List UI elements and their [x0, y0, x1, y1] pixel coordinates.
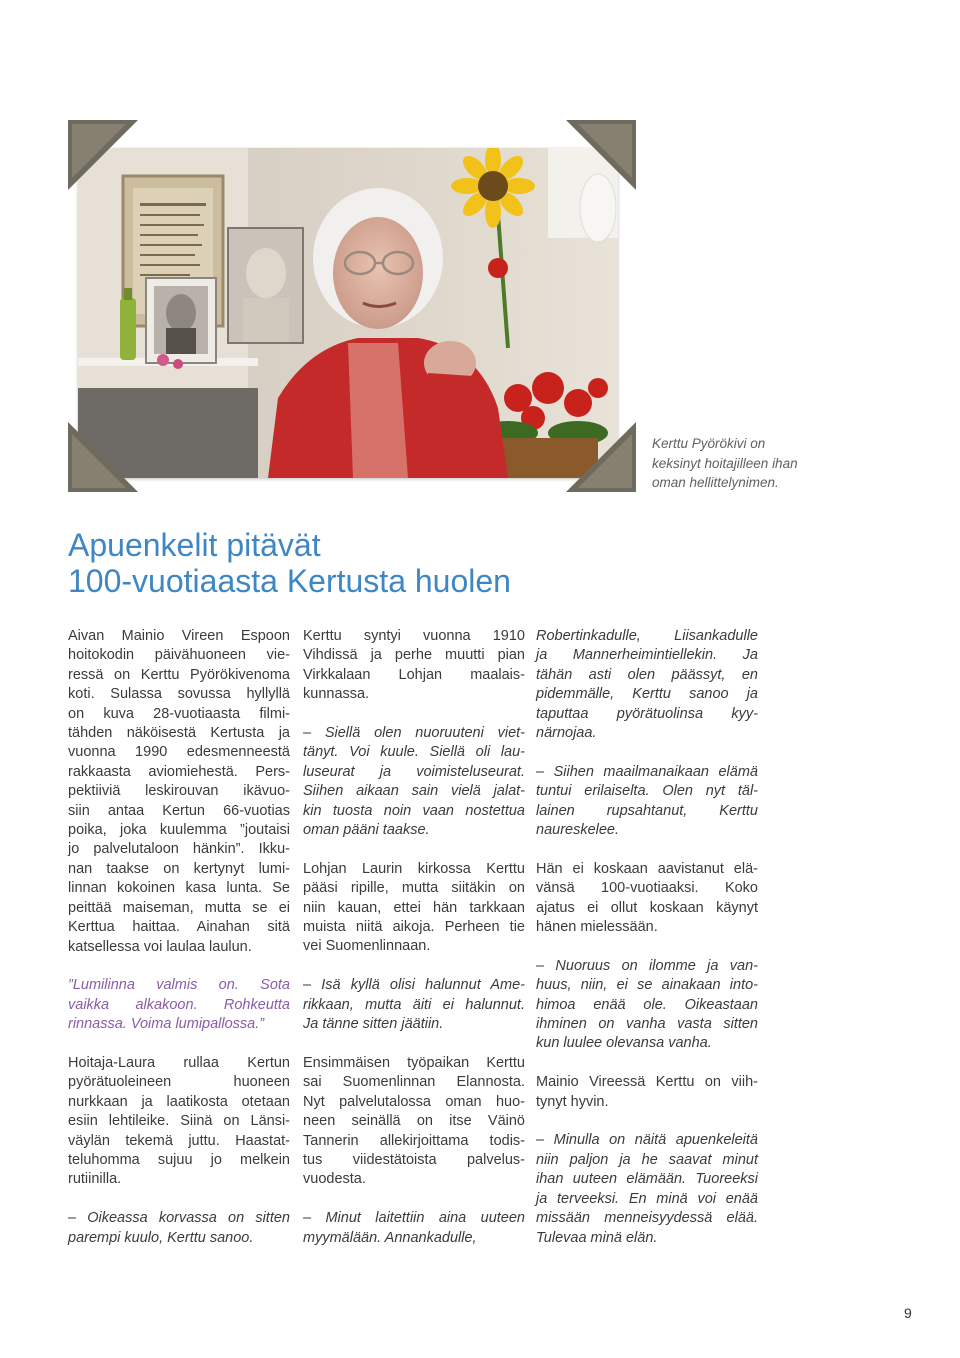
- text-line: koti. Sulassa sovussa hyllyllä: [68, 686, 290, 703]
- text-line: on kuva 28-vuotiaasta filmi-: [68, 705, 290, 722]
- paragraph: [303, 860, 525, 957]
- text-line: tynyt hyvin.: [536, 1093, 609, 1110]
- text-line: peittää maiseman, mutta se ei: [68, 899, 290, 916]
- text-line: neen seinällä on itse Väinö: [303, 1113, 525, 1130]
- photo-caption: [652, 434, 832, 493]
- quote-paragraph: [303, 1209, 525, 1248]
- text-line: oman pääni taakse.: [303, 822, 430, 839]
- text-line: rutiinilla.: [68, 1171, 122, 1188]
- photo-elderly-woman-sunflower-icon: [78, 148, 618, 478]
- text-line: väylän tekemä juttu. Haastat-: [68, 1132, 290, 1149]
- text-line: – Siellä olen nuoruuteni viet-: [303, 725, 525, 742]
- text-line: ”Lumilinna valmis on. Sota: [68, 977, 290, 994]
- text-line: nan taakse on kertynyt lumi-: [68, 860, 290, 877]
- quote-paragraph: [536, 627, 758, 743]
- text-line: Ja tänne sitten jäätiin.: [303, 1016, 444, 1033]
- photo-corner-bottom-left-icon: [68, 422, 138, 492]
- text-line: tus viidestätoista palvelus-: [303, 1151, 525, 1168]
- text-line: Lohjan Laurin kirkossa Kerttu: [303, 860, 525, 877]
- text-line: Robertinkadulle, Liisankadulle: [536, 628, 758, 644]
- text-line: vuodesta.: [303, 1171, 366, 1188]
- text-line: rikkaan, mutta äiti ei halunnut.: [303, 996, 525, 1013]
- text-line: naureskelee.: [536, 822, 620, 839]
- text-line: ajatus ei ollut koskaan käynyt: [536, 899, 758, 916]
- text-line: teluhomma sujuu jo melkein: [68, 1151, 290, 1168]
- text-line: niin kauan, ettei hän tarkkaan: [303, 899, 525, 916]
- page-number: 9: [904, 1305, 912, 1321]
- text-line: luseurat ja voimisteluseurat.: [303, 763, 525, 780]
- text-line: pyörätuoleineen huoneen: [68, 1074, 290, 1091]
- text-line: siin antaa Kertun 66-vuotias: [68, 802, 290, 819]
- text-line: nurkkaan ja laatikosta otetaan: [68, 1093, 290, 1110]
- headline-line-2: 100-vuotiaasta Kertusta huolen: [68, 563, 511, 599]
- text-line: Nyt palvelutalossa oman huo-: [303, 1093, 525, 1110]
- text-line: poika, joka kuulemma ”joutaisi: [68, 822, 290, 839]
- caption-line: Kerttu Pyörökivi on: [652, 436, 766, 451]
- article-photo: [78, 148, 618, 478]
- text-column-1: [68, 627, 290, 1267]
- text-line: kunnassa.: [303, 686, 370, 703]
- text-line: Vihdissä ja perhe muutti pian: [303, 647, 525, 664]
- text-line: rinnassa. Voima lumipallossa.”: [68, 1016, 265, 1033]
- text-line: Hän ei koskaan aavistanut elä-: [536, 860, 758, 877]
- text-line: – Siihen maailmanaikaan elämä: [536, 763, 758, 780]
- text-line: pektiiviä leskirouvan ikävuo-: [68, 783, 290, 800]
- text-line: Kerttua haittaa. Ainahan sitä: [68, 919, 290, 936]
- text-line: Kerttu syntyi vuonna 1910: [303, 628, 525, 644]
- text-line: esiin lehtileike. Siinä on Länsi-: [68, 1113, 290, 1130]
- quote-paragraph: [536, 1131, 758, 1247]
- song-quote: [68, 976, 290, 1034]
- photo-corner-top-right-icon: [566, 120, 636, 190]
- text-line: ja Mannerheimintiellekin. Ja: [536, 647, 758, 664]
- quote-paragraph: [303, 976, 525, 1034]
- photo-corner-bottom-right-icon: [566, 422, 636, 492]
- text-line: pidemmälle, Kerttu sanoo ja: [536, 686, 758, 703]
- paragraph: [303, 1054, 525, 1190]
- quote-paragraph: [303, 724, 525, 840]
- text-line: niin paljon ja he saavat minut: [536, 1151, 758, 1168]
- text-line: katsellessa voi laulaa laulun.: [68, 938, 252, 955]
- text-line: tänyt. Voi kuule. Siellä oli lau-: [303, 744, 525, 761]
- text-line: – Nuoruus on ilomme ja van-: [536, 957, 758, 974]
- text-line: Tulevaa minä elän.: [536, 1229, 658, 1246]
- text-line: tähden näköisestä Kertusta ja: [68, 725, 290, 742]
- text-line: tähän asti olen päässyt, en: [536, 666, 758, 683]
- caption-line: oman hellittelynimen.: [652, 475, 779, 490]
- text-line: sai Suomenlinnan Elannosta.: [303, 1074, 525, 1091]
- text-line: muista niitä aikoja. Perheen tie: [303, 919, 525, 936]
- paragraph: [303, 627, 525, 705]
- text-line: Hoitaja-Laura rullaa Kertun: [68, 1054, 290, 1071]
- text-column-2: [303, 627, 525, 1267]
- paragraph: [68, 627, 290, 957]
- text-line: tuntui erilaiselta. Olen nyt täl-: [536, 783, 758, 800]
- quote-paragraph: [68, 1209, 290, 1248]
- text-line: jo palvelutaloon hänkin”. Ikku-: [68, 841, 290, 858]
- text-line: vaikka alkakoon. Rohkeutta: [68, 996, 290, 1013]
- text-line: hoitokodin päivähuoneen vie-: [68, 647, 290, 664]
- text-line: linnan kokoinen kasa lunta. Se: [68, 880, 290, 897]
- text-line: Virkkalaan Lohjan maalais-: [303, 666, 525, 683]
- text-line: rakkaasta aviomiehestä. Pers-: [68, 763, 290, 780]
- text-line: – Isä kyllä olisi halunnut Ame-: [303, 977, 525, 994]
- text-line: Aivan Mainio Vireen Espoon: [68, 628, 290, 644]
- text-line: Mainio Vireessä Kerttu on viih-: [536, 1074, 758, 1091]
- quote-paragraph: [536, 957, 758, 1054]
- text-line: – Minulla on näitä apuenkeleitä: [536, 1132, 758, 1149]
- caption-line: keksinyt hoitajilleen ihan: [652, 455, 798, 471]
- text-line: Tannerin allekirjoittama todis-: [303, 1132, 525, 1149]
- text-line: taputtaa pyörätuolinsa kyy-: [536, 705, 758, 722]
- paragraph: [68, 1054, 290, 1190]
- text-line: myymälään. Annankadulle,: [303, 1229, 477, 1246]
- paragraph: [536, 860, 758, 938]
- text-line: huus, niin, ei se ainakaan into-: [536, 977, 758, 994]
- quote-paragraph: [536, 763, 758, 841]
- text-line: Ensimmäisen työpaikan Kerttu: [303, 1054, 525, 1071]
- headline-line-1: Apuenkelit pitävät: [68, 527, 321, 563]
- text-line: vänsä 100-vuotiaaksi. Koko: [536, 880, 758, 897]
- text-line: närnojaa.: [536, 725, 597, 742]
- text-line: parempi kuulo, Kerttu sanoo.: [68, 1229, 254, 1246]
- photo-frame: [68, 120, 636, 492]
- text-line: ihminen on vanha vasta sitten: [536, 1016, 758, 1033]
- text-line: kun luulee olevansa vanha.: [536, 1035, 712, 1052]
- text-line: hänen mielessään.: [536, 919, 658, 936]
- text-line: himoa enää ole. Oikeastaan: [536, 996, 758, 1013]
- text-line: lainen rupsahtanut, Kerttu: [536, 802, 758, 819]
- text-line: ressä on Kerttu Pyörökivenoma: [68, 666, 290, 683]
- text-line: – Oikeassa korvassa on sitten: [68, 1210, 290, 1227]
- text-line: ja terveeksi. En minä voi enää: [536, 1190, 758, 1207]
- text-line: vuonna 1990 edesmenneestä: [68, 744, 290, 761]
- photo-corner-top-left-icon: [68, 120, 138, 190]
- article-headline: [68, 527, 511, 599]
- text-column-3: [536, 627, 758, 1267]
- text-line: vei Suomenlinnaan.: [303, 938, 431, 955]
- text-line: ihan uuteen elämään. Tuoreeksi: [536, 1171, 758, 1188]
- text-line: kin tuosta noin vaan nostettua: [303, 802, 525, 819]
- paragraph: [536, 1073, 758, 1112]
- text-line: missään menneisyydessä elää.: [536, 1210, 758, 1227]
- text-line: pääsi ripille, mutta siitäkin on: [303, 880, 525, 897]
- text-line: Siihen aikaan sain vielä jalat-: [303, 783, 525, 800]
- text-line: – Minut laitettiin aina uuteen: [303, 1210, 525, 1227]
